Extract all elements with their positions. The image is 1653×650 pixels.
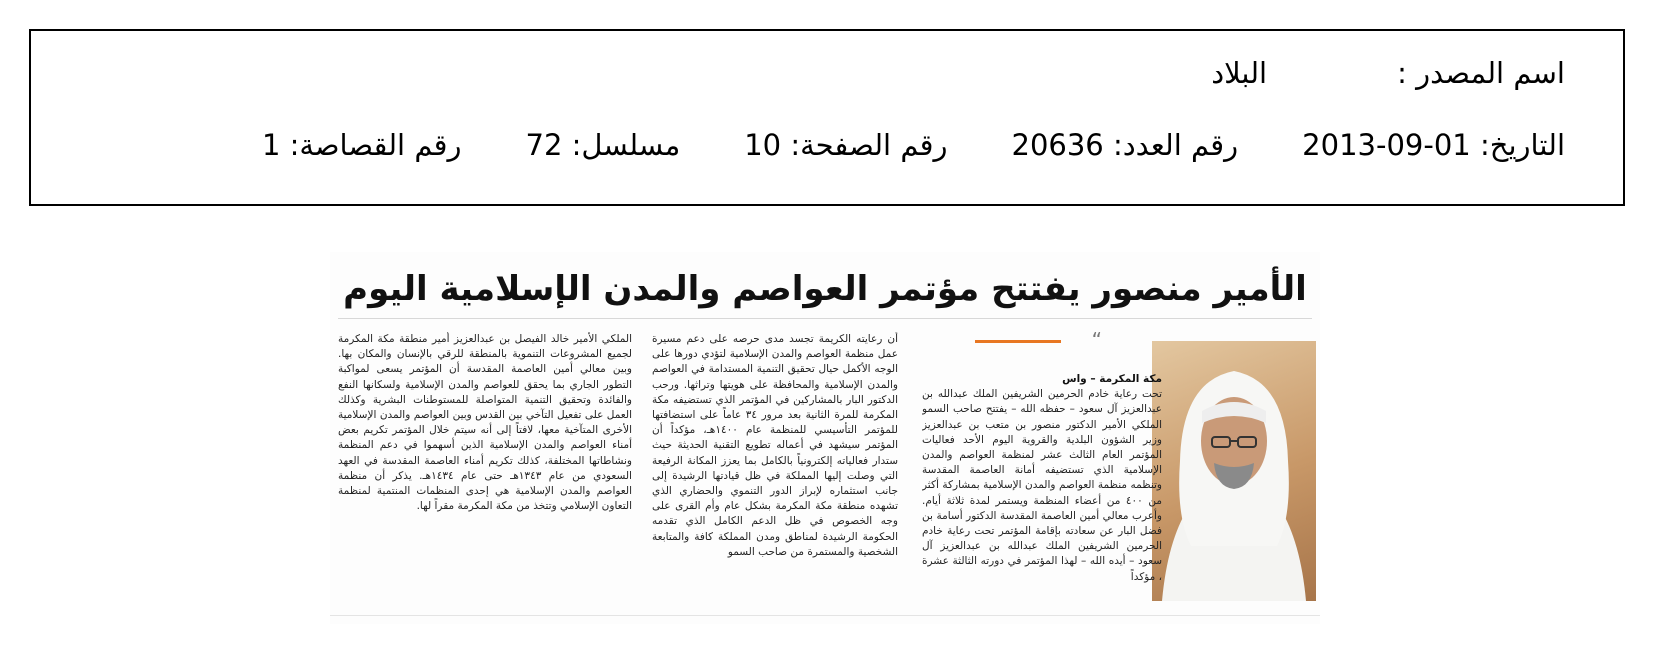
source-row: [1211, 55, 1565, 91]
issue-field: رقم العدد: 20636: [1011, 128, 1239, 162]
article-column-3: الملكي الأمير خالد الفيصل بن عبدالعزيز أمير منطقة مكة المكرمة لجميع المشروعات التنموية بالمنطقة للرقي بالإنسان والمكان بها. وبين معالي أمين العاصمة المقدسة أن المؤتمر يسعى لمواكبة التطور الجاري بما يحقق للعواصم والمدن الإسلامية ولسكانها النفع والفائدة وتحقيق التنمية المتواصلة للمستوطنات البشرية وكذلك العمل على تفعيل التآخي بين القدس وبين العواصم والمدن الإسلامية الأخرى المتآخية معها، لافتاً إلى أنه سيتم خلال المؤتمر تكريم بعض أمناء العواصم والمدن الإسلامية الذين أسهموا في دعم المنظمة ونشاطاتها المختلفة، كذلك تكريم أمناء العاصمة المقدسة في العهد السعودي من عام ١٣٤٣هـ حتى عام ١٤٣٤هـ. يذكر أن منظمة العواصم والمدن الإسلامية هي إحدى المنظمات المنتمية لمنظمة التعاون الإسلامي وتتخذ من مكة المكرمة مقراً لها.: [338, 333, 632, 513]
accent-rule: [975, 340, 1061, 343]
article-dateline: مكة المكرمة – واس: [1062, 373, 1162, 385]
page-field: رقم الصفحة: 10: [744, 128, 948, 162]
article-column-1-text: تحت رعاية خادم الحرمين الشريفين الملك عبدالله بن عبدالعزيز آل سعود – حفظه الله – يفتتح صاحب السمو الملكي الأمير الدكتور منصور بن متعب بن عبدالعزيز وزير الشؤون البلدية والقروية اليوم الأحد فعاليات المؤتمر العام الثالث عشر لمنظمة العواصم والمدن الإسلامية الذي تستضيفه أمانة العاصمة المقدسة وتنظمه منظمة العواصم والمدن الإسلامية بمشاركة أكثر من ٤٠٠ من أعضاء المنظمة ويستمر لمدة ثلاثة أيام. وأعرب معالي أمين العاصمة المقدسة الدكتور أسامة بن فضل البار عن سعادته بإقامة المؤتمر تحت رعاية خادم الحرمين الشريفين الملك عبدالله بن عبدالعزيز آل سعود – أيده الله – لهذا المؤتمر في دورته الثالثة عشرة ، مؤكداً: [922, 388, 1162, 583]
clipping-bottom-divider: [330, 615, 1320, 616]
article-column-2: أن رعايته الكريمة تجسد مدى حرصه على دعم مسيرة عمل منظمة العواصم والمدن الإسلامية لتؤدي دورها على الوجه الأكمل حيال تحقيق التنمية المستدامة في العواصم والمدن الإسلامية والمحافظة على هويتها وتراثها. ورحب الدكتور البار بالمشاركين في المؤتمر الذي تستضيفه مكة المكرمة للمرة الثانية بعد مرور ٣٤ عاماً على استضافتها للمؤتمر التأسيسي للمنظمة عام ١٤٠٠هـ، مؤكداً أن المؤتمر سيشهد في أعماله تطويع التقنية الحديثة حيث ستدار فعالياته إلكترونياً بالكامل بما يعزز المكانة الرفيعة التي وصلت إليها المملكة في ظل قيادتها الرشيدة إلى جانب استثماره لإبراز الدور التنموي والحضاري الذي تشهده منطقة مكة المكرمة بشكل عام وأم القرى على وجه الخصوص في ظل الدعم الكامل الذي تقدمه الحكومة الرشيدة لمناطق ومدن المملكة كافة والمتابعة الشخصية والمستمرة من صاحب السمو: [652, 333, 898, 558]
article-headline: الأمير منصور يفتتح مؤتمر العواصم والمدن الإسلامية اليوم: [343, 269, 1307, 309]
clipping-field: رقم القصاصة: 1: [261, 128, 462, 162]
article-column-1: [922, 372, 1162, 614]
quote-mark-icon: “: [1091, 328, 1102, 352]
headline-divider: [338, 318, 1312, 319]
portrait-photo: [1152, 341, 1316, 601]
serial-field: مسلسل: 72: [525, 128, 681, 162]
date-field: التاريخ: 01-09-2013: [1302, 128, 1565, 162]
portrait-illustration: [1152, 341, 1316, 601]
details-row: [262, 127, 1565, 163]
source-label: اسم المصدر :: [1397, 56, 1565, 90]
newspaper-clipping: [330, 252, 1320, 624]
source-info-box: [29, 29, 1625, 206]
source-value: البلاد: [1211, 56, 1268, 90]
